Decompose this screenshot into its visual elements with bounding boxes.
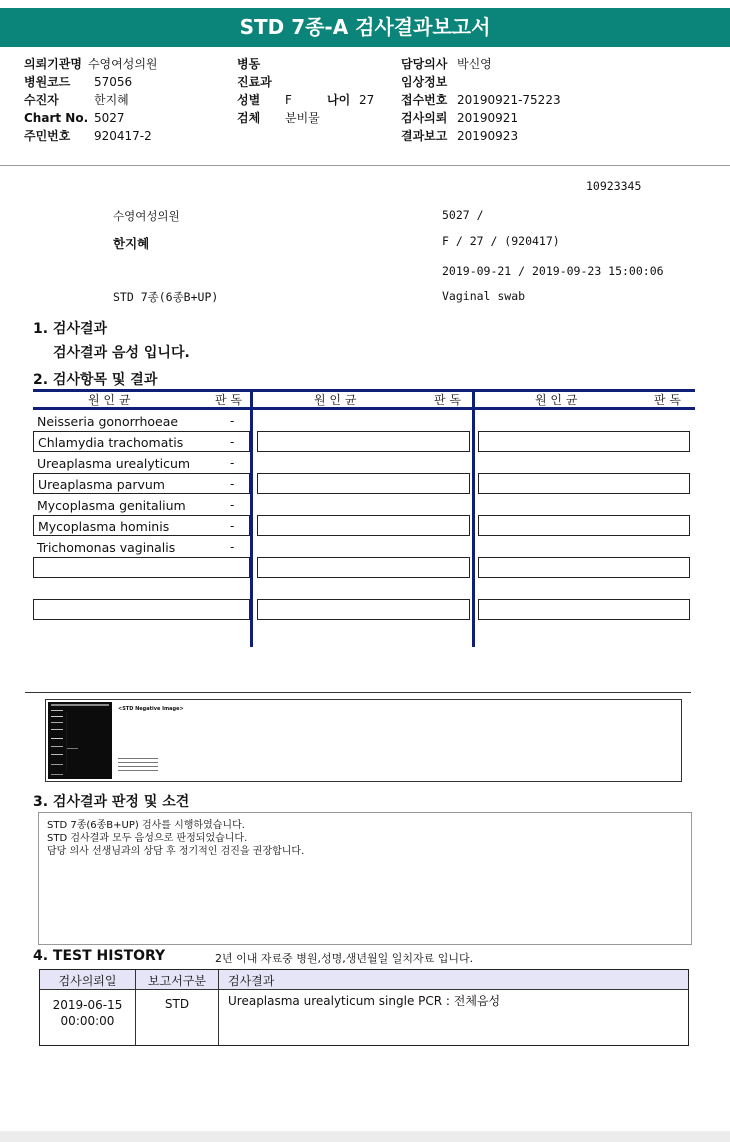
history-col-divider	[218, 970, 219, 1045]
header-value: 20190921-75223	[457, 93, 561, 107]
section2-title: 2. 검사항목 및 결과	[33, 372, 158, 388]
chart-line: 5027 /	[442, 208, 484, 222]
pathogen-result: -	[230, 477, 235, 491]
specimen-type: Vaginal swab	[442, 289, 526, 303]
result-cell	[478, 473, 690, 494]
result-cell	[33, 599, 250, 620]
section1-title: 1. 검사결과	[33, 321, 108, 337]
history-col-header: 검사결과	[228, 974, 275, 988]
pathogen-result: -	[230, 498, 235, 512]
date-line: 2019-09-21 / 2019-09-23 15:00:06	[442, 264, 664, 278]
result-summary: 검사결과 음성 입니다.	[53, 345, 190, 361]
header-label: 검사의뢰	[401, 111, 448, 125]
table-column-rule	[472, 389, 475, 647]
pathogen-result: -	[230, 519, 235, 533]
clinic-name: 수영여성의원	[113, 209, 180, 223]
result-cell	[33, 557, 250, 578]
result-cell	[478, 431, 690, 452]
col-judgement-header: 판 독	[654, 393, 681, 407]
pathogen-name: Mycoplasma hominis	[38, 519, 170, 534]
header-label: 접수번호	[401, 93, 448, 107]
ward-label: 병동	[237, 57, 261, 71]
opinion-line: STD 검사결과 모두 음성으로 판정되었습니다.	[47, 833, 248, 844]
pathogen-name: Chlamydia trachomatis	[38, 435, 184, 450]
section-divider	[25, 692, 691, 693]
patient-name: 한지혜	[113, 236, 150, 251]
pathogen-result: -	[230, 540, 235, 554]
result-cell	[257, 557, 470, 578]
result-cell	[257, 599, 470, 620]
history-col-header: 검사의뢰일	[58, 974, 117, 988]
header-value: 한지혜	[94, 93, 129, 107]
result-cell	[257, 515, 470, 536]
pathogen-name: Neisseria gonorrhoeae	[37, 414, 179, 429]
header-value: 920417-2	[94, 129, 152, 143]
pathogen-result: -	[230, 435, 235, 449]
sex-age-line: F / 27 / (920417)	[442, 234, 560, 248]
header-divider	[0, 165, 730, 166]
header-col3	[401, 55, 561, 145]
result-cell	[257, 473, 470, 494]
header-col2	[237, 55, 374, 127]
history-date-day: 2019-06-15	[52, 998, 123, 1012]
result-cell	[257, 431, 470, 452]
header-value: 박신영	[457, 57, 492, 71]
age-value: 27	[359, 93, 375, 107]
section4-title: 4. TEST HISTORY	[33, 948, 166, 964]
opinion-line: 담당 의사 선생님과의 상담 후 정기적인 검진을 권장합니다.	[47, 846, 305, 857]
specimen-value: 분비물	[285, 111, 320, 125]
col-judgement-header: 판 독	[434, 393, 461, 407]
result-cell	[478, 599, 690, 620]
col-pathogen-header: 원 인 균	[535, 393, 578, 407]
image-legend	[118, 758, 158, 771]
header-label: Chart No.	[24, 111, 89, 125]
image-caption: <STD Negative Image>	[118, 706, 184, 712]
opinion-line: STD 7종(6종B+UP) 검사를 시행하였습니다.	[47, 820, 245, 831]
header-label: 수진자	[24, 93, 59, 107]
age-label: 나이	[327, 93, 351, 107]
table-header-rule	[33, 407, 695, 410]
result-cell	[478, 515, 690, 536]
header-value: 5027	[94, 111, 125, 125]
pathogen-result: -	[230, 414, 235, 428]
footer-strip	[0, 1131, 730, 1142]
header-label: 결과보고	[401, 129, 448, 143]
header-value: 20190923	[457, 129, 519, 143]
history-date-time: 00:00:00	[60, 1014, 115, 1028]
sex-label: 성별	[237, 93, 261, 107]
history-col-header: 보고서구분	[148, 974, 206, 988]
header-label: 의뢰기관명	[24, 57, 82, 71]
test-name: STD 7종(6종B+UP)	[113, 290, 219, 304]
col-pathogen-header: 원 인 균	[314, 393, 357, 407]
header-value: 57056	[94, 75, 133, 89]
result-cell	[478, 557, 690, 578]
col-judgement-header: 판 독	[215, 393, 242, 407]
pathogen-name: Trichomonas vaginalis	[37, 540, 176, 555]
pathogen-name: Ureaplasma urealyticum	[37, 456, 191, 471]
history-note: 2년 이내 자료중 병원,성명,생년월일 일치자료 입니다.	[215, 952, 474, 965]
history-result: Ureaplasma urealyticum single PCR : 전체음성	[228, 994, 501, 1008]
pathogen-result: -	[230, 456, 235, 470]
history-date	[40, 997, 135, 1029]
gel-image	[48, 702, 112, 779]
report-title: STD 7종-A 검사결과보고서	[0, 8, 730, 47]
table-top-rule	[33, 389, 695, 392]
pathogen-name: Ureaplasma parvum	[38, 477, 165, 492]
header-value: 20190921	[457, 111, 519, 125]
std-image-panel	[45, 699, 682, 782]
header-label: 임상정보	[401, 75, 448, 89]
pathogen-name: Mycoplasma genitalium	[37, 498, 186, 513]
sex-value: F	[285, 93, 292, 107]
specimen-label: 검체	[237, 111, 261, 125]
header-label: 병원코드	[24, 75, 71, 89]
dept-label: 진료과	[237, 75, 272, 89]
section3-title: 3. 검사결과 판정 및 소견	[33, 794, 190, 810]
history-table	[39, 969, 689, 1046]
header-label: 담당의사	[401, 57, 448, 71]
table-column-rule	[250, 389, 253, 647]
header-label: 주민번호	[24, 129, 71, 143]
header-col1	[24, 55, 158, 145]
report-code: 10923345	[586, 179, 642, 193]
history-type: STD	[164, 997, 190, 1011]
opinion-box	[38, 812, 692, 945]
col-pathogen-header: 원 인 균	[88, 393, 131, 407]
header-value: 수영여성의원	[87, 57, 158, 71]
